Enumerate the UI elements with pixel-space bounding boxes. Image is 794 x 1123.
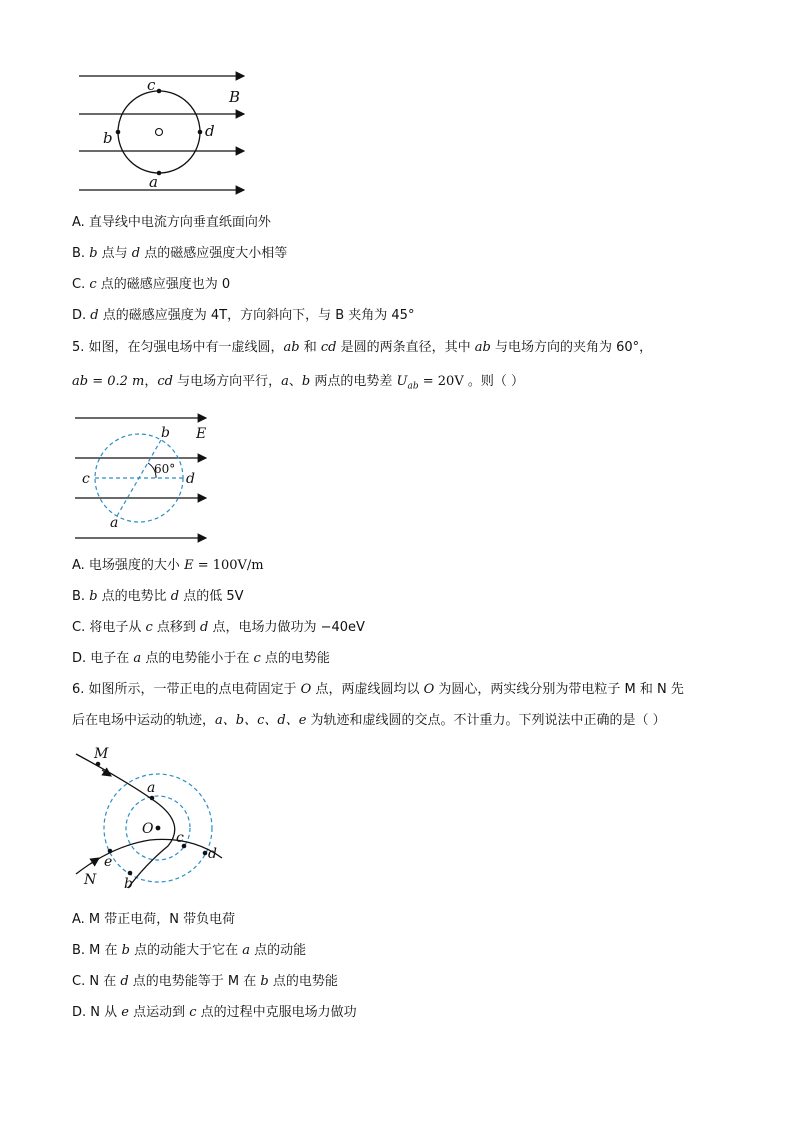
- q4-option-c: C. c 点的磁感应强度也为 0: [72, 277, 231, 292]
- q5-stem-line2: ab = 0.2 m，cd 与电场方向平行，a、b 两点的电势差 $U_{ab} = 20V$ 。则（ ）: [72, 374, 524, 392]
- q6-option-b: B. M 在 b 点的动能大于它在 a 点的动能: [72, 943, 307, 958]
- q4-option-d: D. d 点的磁感应强度为 4T，方向斜向下，与 B 夹角为 45°: [72, 308, 415, 323]
- wire-center: [156, 129, 163, 136]
- q5-stem-line1: 5. 如图，在匀强电场中有一虚线圆，ab 和 cd 是圆的两条直径，其中 ab 与电场方向的夹角为 60°，: [72, 340, 653, 355]
- point-e: [108, 849, 113, 854]
- label-a: a: [110, 515, 119, 531]
- label-N: N: [84, 872, 97, 888]
- point-a: [150, 796, 155, 801]
- q6-option-d: D. N 从 e 点运动到 c 点的过程中克服电场力做功: [72, 1005, 357, 1020]
- label-a: a: [147, 780, 156, 796]
- label-d: d: [205, 122, 215, 140]
- label-angle: 60°: [154, 462, 176, 476]
- label-b: b: [103, 129, 113, 147]
- label-b: b: [161, 425, 170, 441]
- label-c: c: [176, 830, 184, 846]
- trajectory-N: [76, 839, 222, 874]
- label-b: b: [124, 876, 133, 892]
- point-d: [198, 130, 203, 135]
- label-e: e: [104, 854, 113, 870]
- figure-magnetic-field: [72, 70, 262, 200]
- label-B: B: [229, 88, 241, 106]
- charge-O: [156, 826, 161, 831]
- point-c: [157, 89, 162, 94]
- q5-option-c: C. 将电子从 c 点移到 d 点，电场力做功为 −40eV: [72, 620, 365, 635]
- point-M: [96, 762, 101, 767]
- q6-stem-line1: 6. 如图所示，一带正电的点电荷固定于 O 点，两虚线圆均以 O 为圆心，两实线分别为带电粒子 M 和 N 先: [72, 682, 684, 697]
- q6-stem-line2: 后在电场中运动的轨迹，a、b、c、d、e 为轨迹和虚线圆的交点。不计重力。下列说法中正确的是（ ）: [72, 713, 666, 728]
- q5-option-b: B. b 点的电势比 d 点的低 5V: [72, 589, 244, 604]
- label-a: a: [149, 173, 158, 191]
- label-c: c: [147, 76, 156, 94]
- label-O: O: [142, 821, 154, 837]
- label-d: d: [186, 471, 195, 487]
- point-b: [116, 130, 121, 135]
- q6-option-a: A. M 带正电荷，N 带负电荷: [72, 912, 236, 927]
- q4-option-a: A. 直导线中电流方向垂直纸面向外: [72, 215, 271, 230]
- label-c: c: [82, 471, 90, 487]
- point-b: [128, 871, 133, 876]
- label-M: M: [94, 746, 109, 762]
- figure-trajectories: [72, 742, 232, 892]
- q5-option-d: D. 电子在 a 点的电势能小于在 c 点的电势能: [72, 651, 330, 666]
- label-d: d: [208, 846, 217, 862]
- q4-option-b: B. b 点与 d 点的磁感应强度大小相等: [72, 246, 288, 261]
- figure-electric-field: [72, 405, 222, 547]
- q5-option-a: A. 电场强度的大小 E = 100V/m: [72, 558, 264, 573]
- point-d: [203, 851, 208, 856]
- label-E: E: [196, 426, 207, 442]
- trajectory-M: [76, 754, 175, 888]
- q6-option-c: C. N 在 d 点的电势能等于 M 在 b 点的电势能: [72, 974, 338, 989]
